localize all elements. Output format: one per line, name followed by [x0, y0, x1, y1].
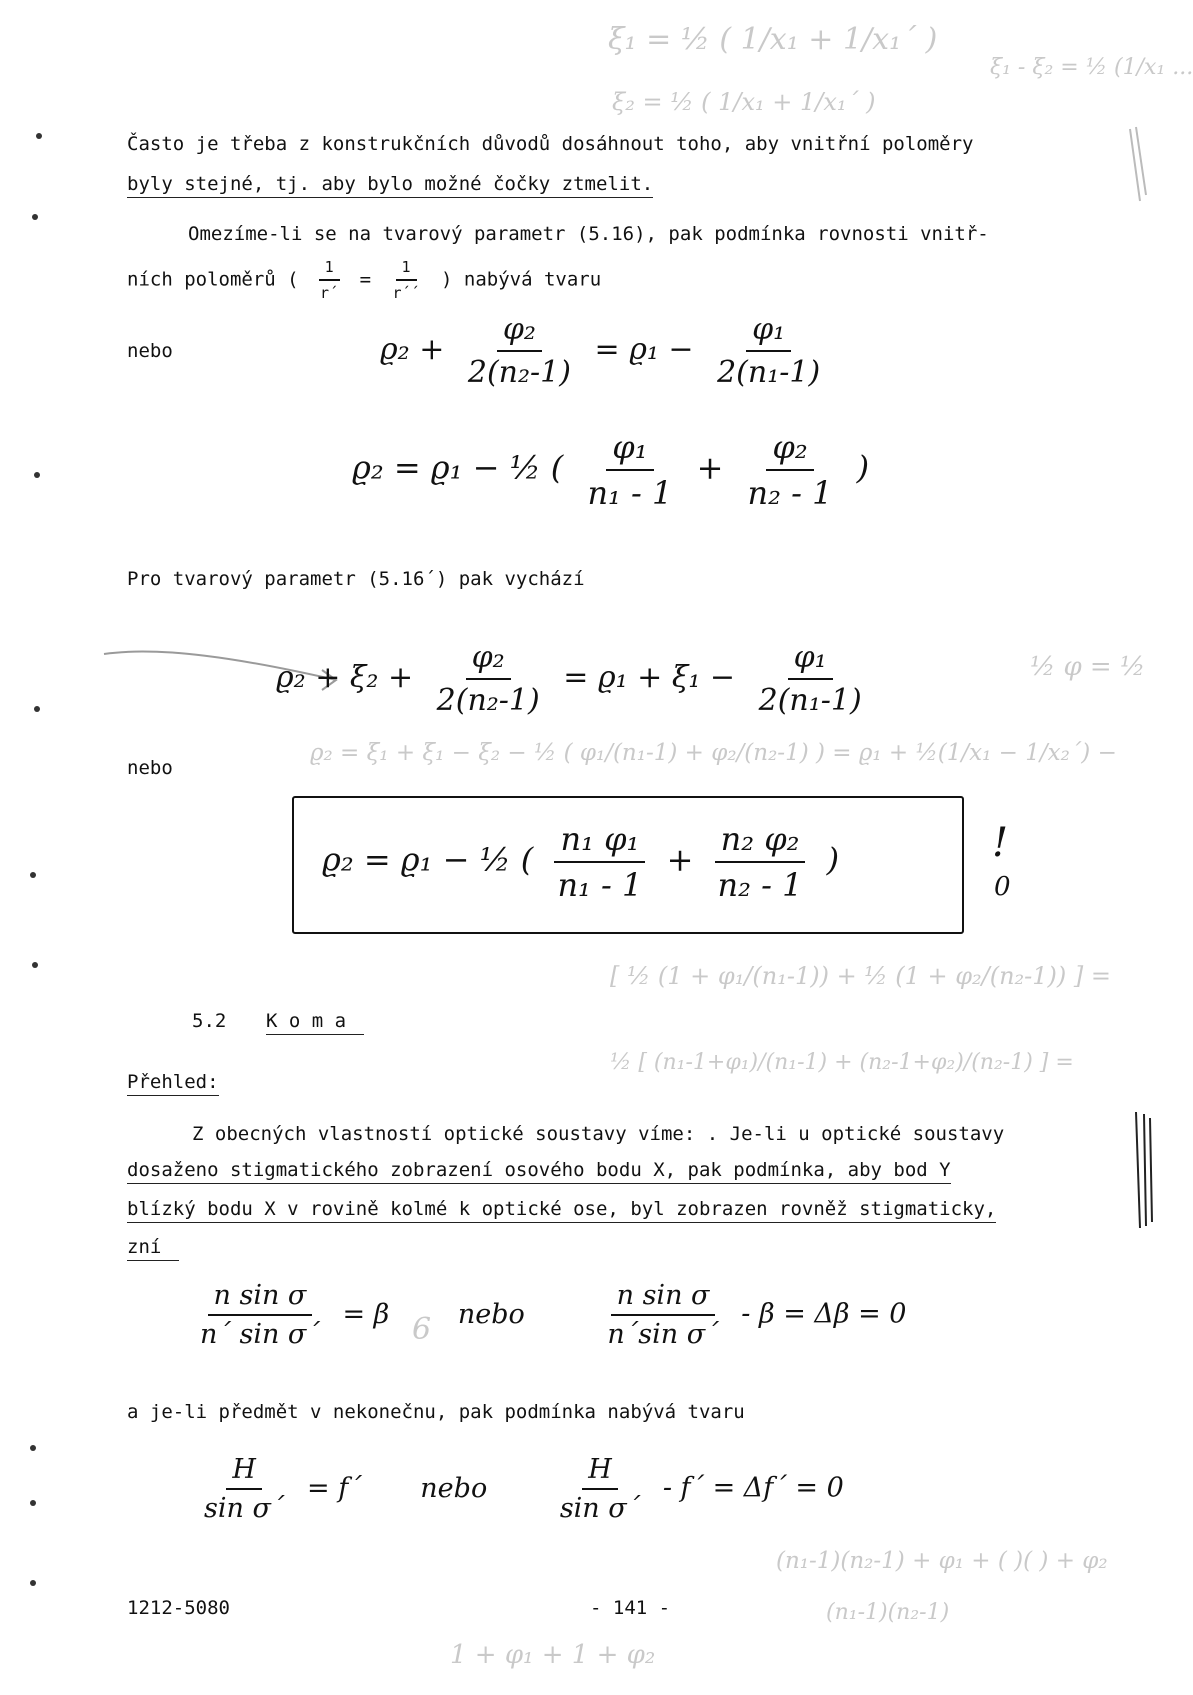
- paragraph-line: Z obecných vlastností optické soustavy víme: . Je-li u optické soustavy: [192, 1123, 1005, 1145]
- equals-sign: =: [359, 268, 372, 291]
- fraction-numerator: φ₁: [788, 640, 833, 680]
- paragraph-line: [127, 258, 601, 302]
- paragraph-line: Pro tvarový parametr (5.16´) pak vychází: [127, 568, 585, 590]
- binding-hole-mark: [30, 1445, 36, 1451]
- binding-hole-mark: [32, 962, 38, 968]
- fraction-denominator: 2(n₂-1): [467, 355, 571, 390]
- fraction-numerator: 1: [396, 258, 417, 281]
- binding-hole-mark: [30, 872, 36, 878]
- fraction-numerator: φ₁: [606, 428, 653, 471]
- fraction-denominator: 2(n₁-1): [717, 355, 821, 390]
- fraction-denominator: r´: [320, 284, 339, 302]
- closing-paren: ): [826, 840, 840, 879]
- equation-middle: = ϱ₁ + ξ₁ −: [563, 660, 736, 695]
- equation-fraction: [581, 428, 678, 512]
- fraction-numerator: φ₂: [766, 428, 813, 471]
- equation-6: [190, 1454, 844, 1524]
- equation-fraction: [551, 820, 648, 904]
- margin-bracket-icon: [1130, 1110, 1160, 1230]
- binding-hole-mark: [30, 1580, 36, 1586]
- margin-note: (n₁-1)(n₂-1): [826, 1600, 950, 1625]
- fraction-denominator: sin σ´: [204, 1493, 285, 1524]
- fraction-denominator: 2(n₂-1): [436, 683, 540, 718]
- fraction-numerator: n₂ φ₂: [715, 820, 806, 863]
- equation-middle: = ϱ₁ −: [594, 332, 694, 367]
- equation-rest: - β = Δβ = 0: [741, 1298, 907, 1330]
- margin-note: 6: [412, 1312, 432, 1347]
- equation-fraction: [712, 820, 809, 904]
- equation-3: [276, 640, 876, 718]
- fraction-denominator: n₁ - 1: [587, 474, 673, 512]
- paragraph-line: Omezíme-li se na tvarový parametr (5.16), pak podmínka rovnosti vnitř-: [188, 223, 989, 245]
- connector-text: nebo: [127, 757, 173, 779]
- margin-note: 1 + φ₁ + 1 + φ₂: [450, 1640, 656, 1670]
- fraction-denominator: n´ sin σ´: [200, 1319, 320, 1350]
- equals-f: = f´: [307, 1472, 362, 1504]
- margin-note: ϱ₂ = ξ₁ + ξ₁ − ξ₂ − ½ ( φ₁/(n₁-1) + φ₂/(n₂-1) ) = ϱ₁ + ½(1/x₁ − 1/x₂´) −: [310, 740, 1117, 766]
- margin-bracket-icon: [1126, 125, 1152, 205]
- equation-fraction: [198, 1454, 290, 1524]
- margin-note: (n₁-1)(n₂-1) + φ₁ + ( )( ) + φ₂: [776, 1548, 1108, 1574]
- fraction-denominator: sin σ´: [559, 1493, 641, 1524]
- closing-paren: ): [856, 448, 870, 487]
- fraction-numerator: φ₂: [497, 312, 542, 352]
- inline-fraction: [386, 258, 425, 302]
- paragraph-line: byly stejné, tj. aby bylo možné čočky ztmelit.: [127, 173, 653, 198]
- plus-sign: +: [696, 448, 724, 487]
- fraction-numerator: H: [226, 1454, 262, 1490]
- binding-hole-mark: [34, 706, 40, 712]
- binding-hole-mark: [32, 214, 38, 220]
- fraction-numerator: 1: [319, 258, 340, 281]
- page-number: - 141 -: [590, 1597, 671, 1619]
- fraction-denominator: n´sin σ´: [607, 1319, 719, 1350]
- margin-note: ½ [ (n₁-1+φ₁)/(n₁-1) + (n₂-1+φ₂)/(n₂-1) ] =: [610, 1050, 1074, 1075]
- paragraph-line: a je-li předmět v nekonečnu, pak podmínka nabývá tvaru: [127, 1401, 745, 1423]
- equation-1: [380, 312, 834, 390]
- equation-fraction: [601, 1280, 724, 1350]
- margin-note: ξ₂ = ½ ( 1/x₁ + 1/x₁´ ): [612, 88, 876, 116]
- equation-fraction: [431, 640, 546, 718]
- nebo-word: nebo: [420, 1472, 488, 1504]
- overview-heading: Přehled:: [127, 1071, 219, 1096]
- equation-fraction: [554, 1454, 646, 1524]
- fraction-numerator: n sin σ: [611, 1280, 716, 1316]
- binding-hole-mark: [36, 133, 42, 139]
- paragraph-text: ) nabývá tvaru: [441, 268, 602, 291]
- binding-hole-mark: [30, 1500, 36, 1506]
- margin-note: ξ₁ = ½ ( 1/x₁ + 1/x₁´ ): [608, 22, 938, 57]
- equation-fraction: [711, 312, 826, 390]
- equation-lhs: ϱ₂ = ϱ₁ − ½ (: [352, 448, 564, 487]
- binding-hole-mark: [34, 472, 40, 478]
- margin-note: ξ₁ - ξ₂ = ½ (1/x₁ ...: [990, 55, 1193, 80]
- inline-fraction: [314, 258, 344, 302]
- fraction-denominator: n₁ - 1: [557, 866, 643, 904]
- equation-fraction: [194, 1280, 326, 1350]
- fraction-denominator: 2(n₁-1): [758, 683, 862, 718]
- fraction-denominator: n₂ - 1: [747, 474, 833, 512]
- paragraph-line: Často je třeba z konstrukčních důvodů dosáhnout toho, aby vnitřní poloměry: [127, 133, 974, 155]
- fraction-numerator: n sin σ: [208, 1280, 313, 1316]
- fraction-numerator: φ₁: [746, 312, 791, 352]
- equation-fraction: [742, 428, 839, 512]
- margin-note: [ ½ (1 + φ₁/(n₁-1)) + ½ (1 + φ₂/(n₂-1)) ] =: [610, 962, 1111, 990]
- paragraph-line: blízký bodu X v rovině kolmé k optické ose, byl zobrazen rovněž stigmaticky,: [127, 1198, 996, 1223]
- paragraph-text: ních poloměrů (: [127, 268, 299, 291]
- paragraph-line: dosaženo stigmatického zobrazení osového bodu X, pak podmínka, aby bod Y: [127, 1159, 951, 1184]
- section-title: K o m a: [266, 1010, 364, 1035]
- equation-4: [322, 820, 839, 904]
- nebo-word: nebo: [457, 1298, 525, 1330]
- equation-fraction: [753, 640, 868, 718]
- margin-note: ½ φ = ½: [1030, 652, 1146, 682]
- equation-5: [186, 1280, 906, 1350]
- equation-lhs: ϱ₂ +: [380, 332, 445, 367]
- margin-mark: 0: [994, 872, 1011, 902]
- margin-exclamation: !: [992, 820, 1009, 866]
- fraction-denominator: n₂ - 1: [717, 866, 803, 904]
- equals-beta: = β: [342, 1298, 390, 1330]
- fraction-numerator: H: [582, 1454, 618, 1490]
- equation-rest: - f´ = Δf´ = 0: [662, 1472, 844, 1504]
- equation-2: [352, 428, 869, 512]
- footer-code: 1212-5080: [127, 1597, 230, 1619]
- paragraph-line: zní: [127, 1236, 179, 1261]
- section-number: 5.2: [192, 1010, 227, 1032]
- equation-lhs: ϱ₂ + ξ₂ +: [276, 660, 414, 695]
- equation-fraction: [462, 312, 577, 390]
- fraction-numerator: φ₂: [466, 640, 511, 680]
- plus-sign: +: [666, 840, 694, 879]
- equation-lhs: ϱ₂ = ϱ₁ − ½ (: [322, 840, 534, 879]
- fraction-numerator: n₁ φ₁: [554, 820, 645, 863]
- fraction-denominator: r´´: [392, 284, 420, 302]
- connector-text: nebo: [127, 340, 173, 362]
